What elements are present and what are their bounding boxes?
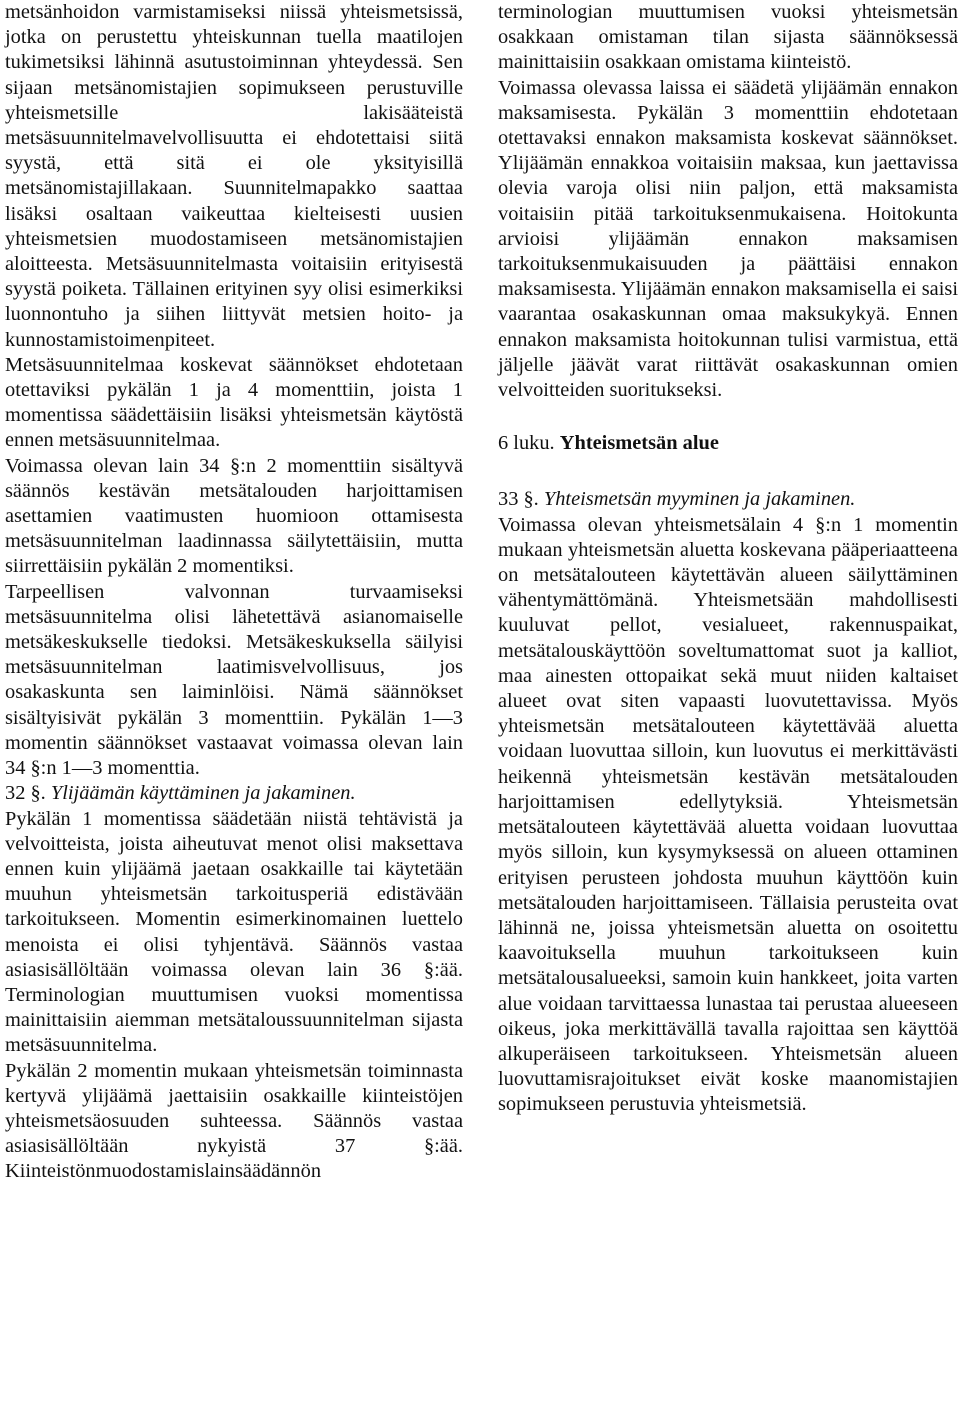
right-column bbox=[498, 0, 958, 1118]
section-number: 32 §. bbox=[5, 782, 46, 805]
chapter-number: 6 luku. bbox=[498, 432, 555, 455]
section-title: Yhteismetsän myyminen ja jakaminen. bbox=[543, 488, 856, 511]
section-heading-32 bbox=[5, 781, 463, 806]
left-column bbox=[5, 0, 463, 1185]
chapter-heading bbox=[498, 431, 958, 456]
paragraph: Pykälän 2 momentin mukaan yhteismetsän toiminnasta kertyvä ylijäämä jaettaisiin osakkaille kiinteistöjen yhteismetsäosuuden suhteessa. Säännös vastaa asiasisällöltään nykyistä 37 §:ää. Kiinteistönmuodostamislainsäädännön bbox=[5, 1059, 463, 1183]
paragraph: terminologian muuttumisen vuoksi yhteismetsän osakkaan omistaman tilan sijasta säännöksessä mainittaisiin osakkaan omistama kiinteistö. bbox=[498, 1, 958, 74]
section-heading-33 bbox=[498, 487, 958, 512]
paragraph: Tarpeellisen valvonnan turvaamiseksi metsäsuunnitelma olisi lähetettävä asianomaiselle metsäkeskukselle tiedoksi. Metsäkeskuksella säilyisi metsäsuunnitelman laatimisvelvollisuus, jos osakaskunta sen laiminlöisi. Nämä säännökset sisältyisivät pykälän 3 momenttiin. Pykälän 1—3 momentin säännökset vastaavat voimassa olevan lain 34 §:n 1—3 momenttia. bbox=[5, 580, 463, 780]
chapter-title: Yhteismetsän alue bbox=[559, 432, 719, 455]
paragraph: metsänhoidon varmistamiseksi niissä yhteismetsissä, jotka on perustettu yhteiskunnan tuella maatilojen tukimetsiksi lähinnä asutustoiminnan yhteydessä. Sen sijaan metsänomistajien sopimukseen perustuville yhteismetsille lakisääteistä metsäsuunnitelmavelvollisuutta ei ehdotettaisi siitä syystä, että sitä ei ole yksityisillä metsänomistajillakaan. Suunnitelmapakko saattaa lisäksi osaltaan vaikeuttaa kielteisesti uusien yhteismetsien muodostamiseen metsänomistajien aloitteesta. Metsäsuunnitelmasta voitaisiin erityisestä syystä poiketa. Tällainen erityinen syy olisi esimerkiksi luonnontuho ja siihen liittyvät metsien hoito- ja kunnostamistoimenpiteet. bbox=[5, 1, 463, 351]
section-32-text: Pykälän 1 momentissa säädetään niistä tehtävistä ja velvoitteista, joista aiheutuvat menot olisi maksettava ennen kuin ylijäämä jaetaan osakkaille tai käytetään muuhun yhteismetsän tarkoitusperiä edistävään tarkoitukseen. Momentin esimerkinomainen luettelo menoista ei olisi tyhjentävä. Säännös vastaa asiasisällöltään voimassa olevan lain 36 §:ää. Terminologian muuttumisen vuoksi momentissa mainittaisiin aiemman metsätaloussuunnitelman sijasta metsäsuunnitelma. bbox=[5, 807, 463, 1057]
section-title: Ylijäämän käyttäminen ja jakaminen. bbox=[50, 782, 356, 805]
section-33-text: Voimassa olevan yhteismetsälain 4 §:n 1 momentin mukaan yhteismetsän aluetta koskevana pääperiaatteena on metsätalouteen käytettävän alueen säilyttäminen vähentymättömänä. Yhteismetsään mahdollisesti kuuluvat pellot, vesialueet, rakennuspaikat, metsätalouskäyttöön soveltumattomat suot ja kalliot, maa ainesten ottopaikat sekä muut niiden kaltaiset alueet ovat siten vapaasti luovutettavissa. Myös yhteismetsän metsätalouteen käytettävää aluetta voidaan luovuttaa silloin, kun luovutus ei merkittävästi heikennä yhteismetsän kestävän metsätalouden harjoittamisen edellytyksiä. Yhteismetsän metsätalouteen käytettävää aluetta voidaan luovuttaa myös silloin, kun kysymyksessä on alueen ottaminen erityisen perusteen johdosta muuhun käyttöön kuin metsätalouden harjoittamiseen. Tällaisia perusteita ovat lähinnä ne, joissa yhteismetsän aluetta on osoitettu kaavoituksella muuhun tarkoitukseen kuin metsätalousalueeksi, samoin kuin hankkeet, joita varten alue voidaan tarvittaessa lunastaa tai perustaa alueeseen oikeus, joka merkittävällä tavalla rajoittaa sen käyttöä alkuperäiseen tarkoitukseen. Yhteismetsän alueen luovuttamisrajoitukset eivät koske maanomistajien sopimukseen perustuvia yhteismetsiä. bbox=[498, 513, 958, 1116]
paragraph: Voimassa olevassa laissa ei säädetä ylijäämän ennakon maksamisesta. Pykälän 3 momenttiin ehdotetaan otettavaksi ennakon maksamista koskevat säännökset. Ylijäämän ennakkoa voitaisiin maksaa, kun jaettavissa olevia varoja olisi niin paljon, että maksamista voitaisiin pitää tarkoituksenmukaisena. Hoitokunta arvioisi ylijäämän ennakon maksamisen tarkoituksenmukaisuuden ja päättäisi ennakon maksamisesta. Ylijäämän ennakon maksamisella ei saisi vaarantaa osakaskunnan omaa maksukykyä. Ennen ennakon maksamista hoitokunnan tulisi varmistua, että jäljelle jäävät varat riittävät osakaskunnan omien velvoitteiden suoritukseksi. bbox=[498, 76, 958, 402]
paragraph: Metsäsuunnitelmaa koskevat säännökset ehdotetaan otettaviksi pykälän 1 ja 4 momenttiin, joista 1 momentissa säädettäisiin lisäksi yhteismetsän käytöstä ennen metsäsuunnitelmaa. bbox=[5, 353, 463, 452]
paragraph: Voimassa olevan lain 34 §:n 2 momenttiin sisältyvä säännös kestävän metsätalouden harjoittamisen asettamien vaatimusten huomioon ottamisesta metsäsuunnitelman laadinnassa säilytettäisiin, mutta siirrettäisiin pykälän 2 momentiksi. bbox=[5, 454, 463, 578]
section-number: 33 §. bbox=[498, 488, 539, 511]
